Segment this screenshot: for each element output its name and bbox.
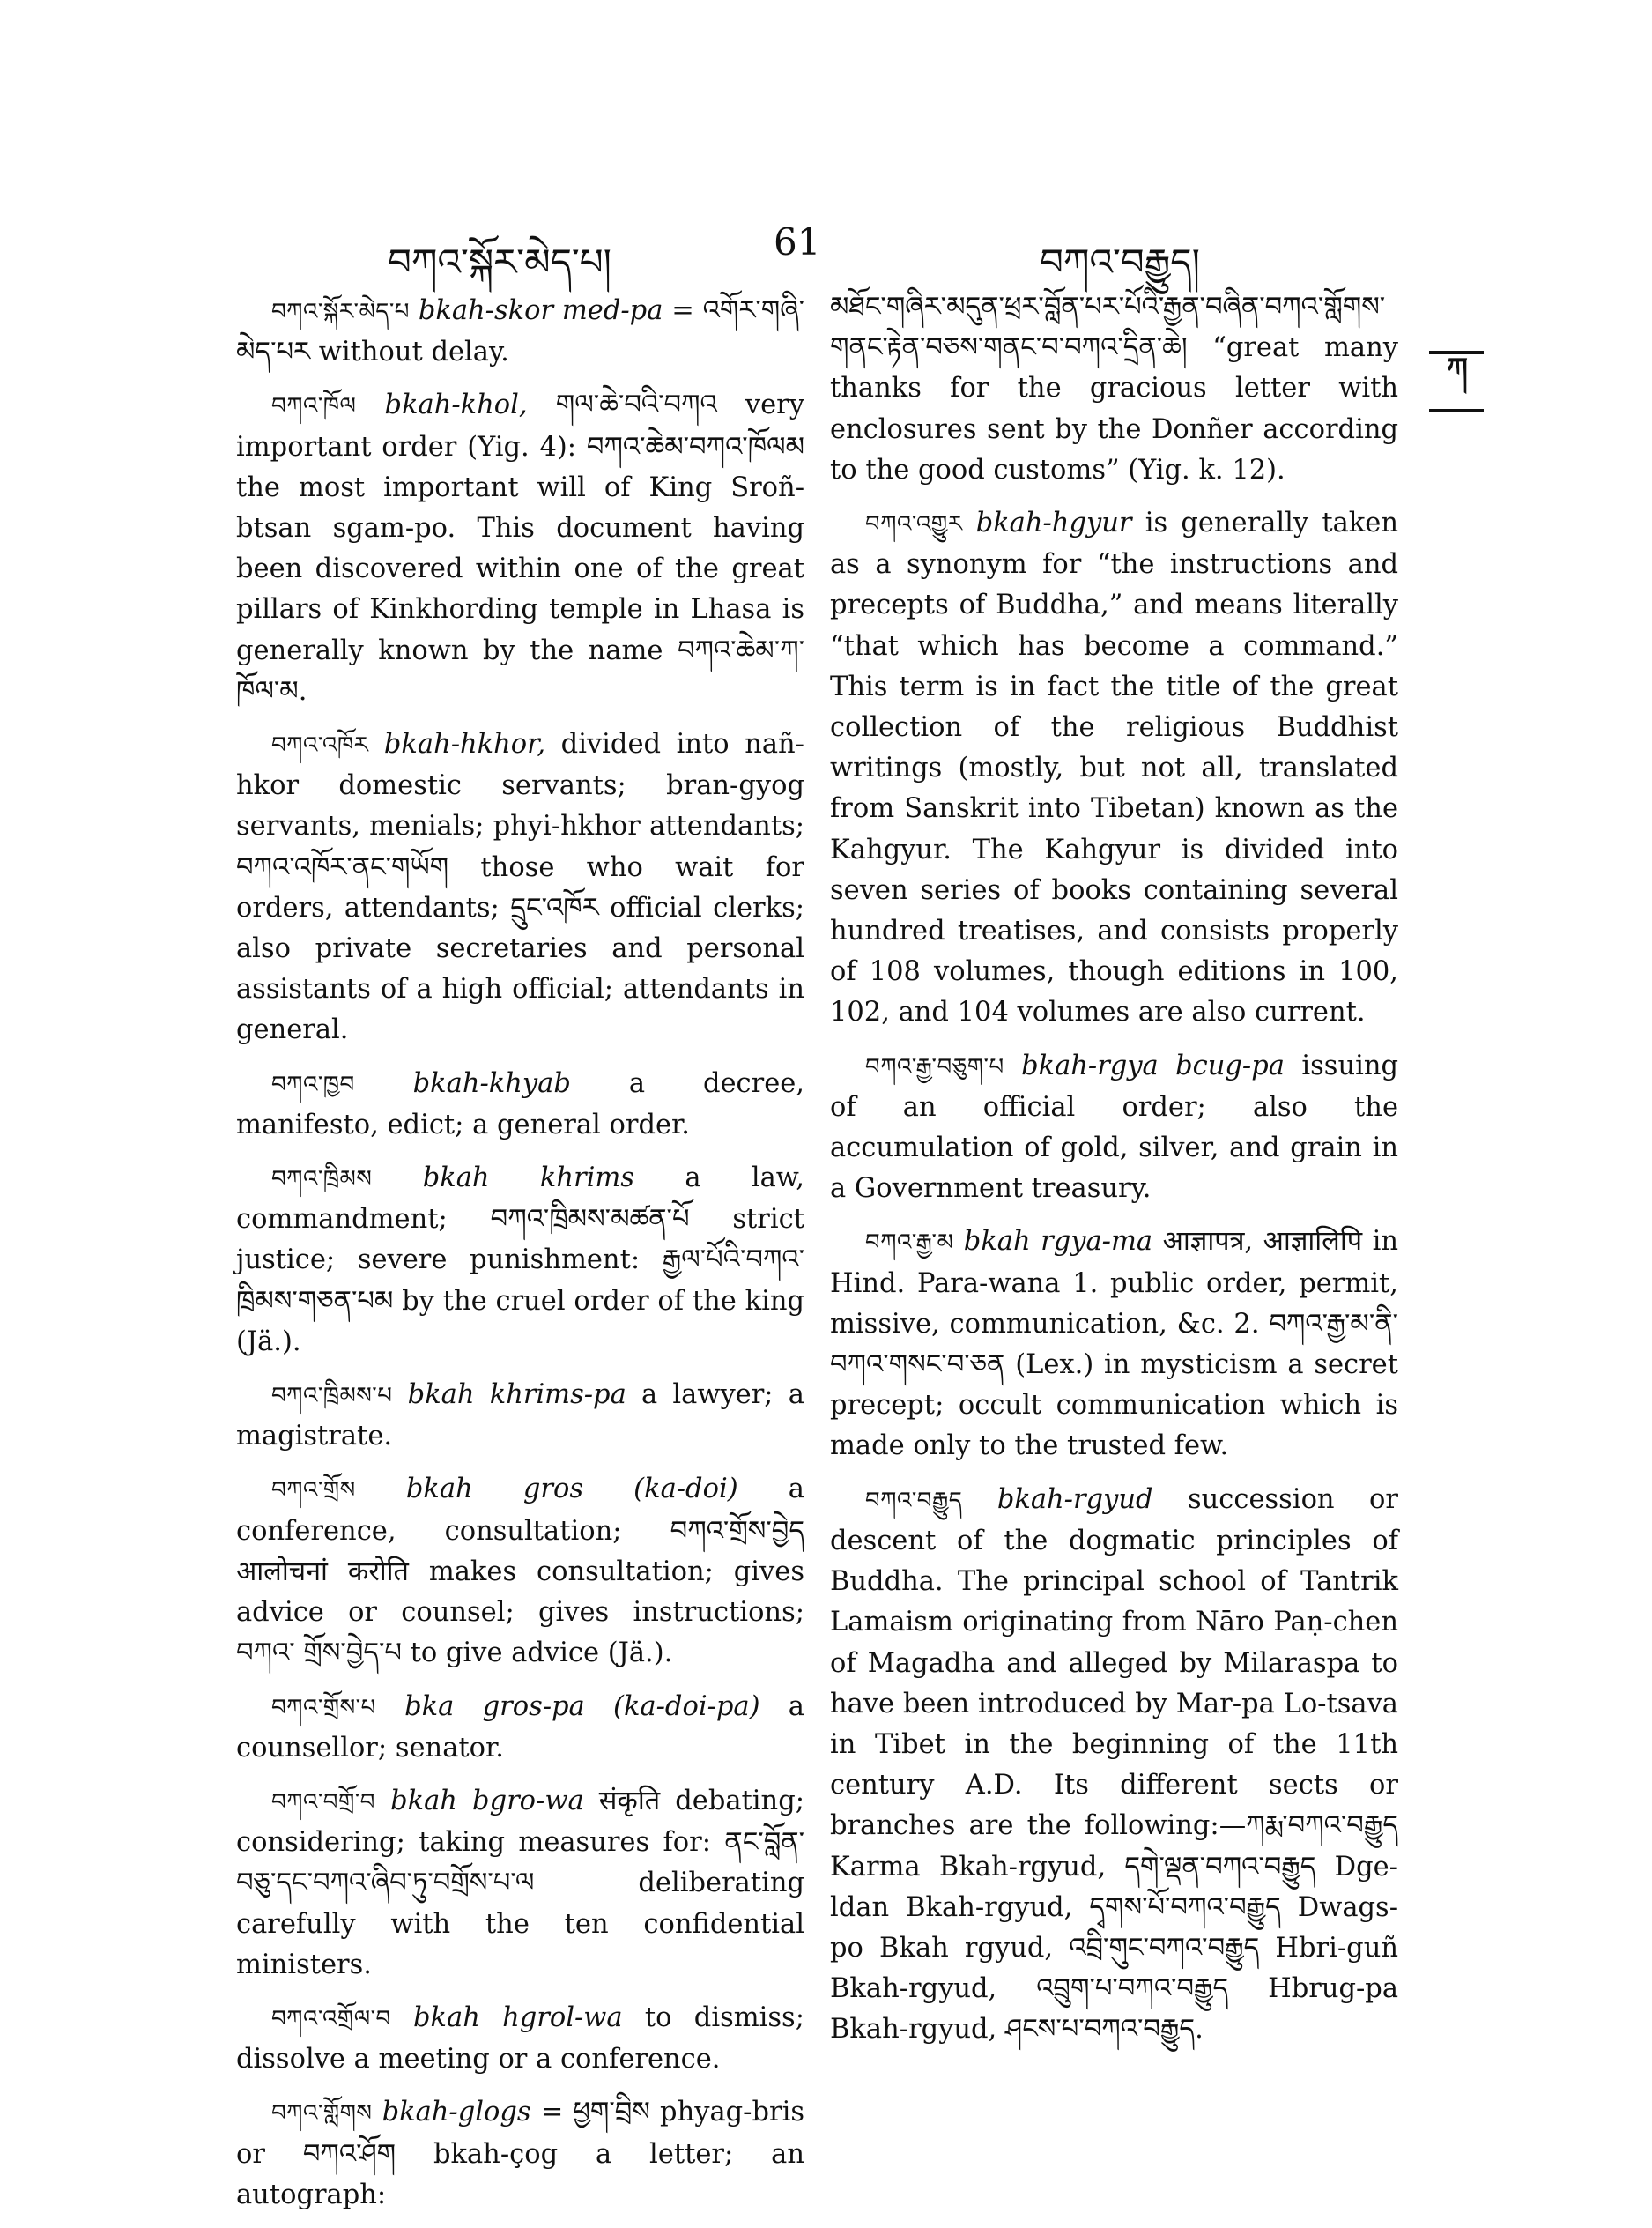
entry-definition: issuing of an official order; also the accumulation of gold, silver, and grain in a Government treasury. — [830, 1050, 1399, 1205]
dictionary-entry — [236, 1469, 804, 1674]
entry-transliteration: bkah gros (ka-doi) — [405, 1474, 738, 1505]
entry-headword: བཀའ་སྐོར་མེད་པ — [271, 299, 410, 325]
dictionary-entry — [236, 1687, 804, 1769]
entry-headword: བཀའ་འགྲོལ་བ — [271, 2005, 391, 2032]
entry-definition: succession or descent of the dogmatic principles of Buddha. The principal school of Tantrik Lamaism originating from Nāro Paṇ-chen of Magadha and alleged by Milaraspa to have been introduced by Mar-pa Lo-tsava in Tibet in the beginning of the 11th century A.D. Its different sects or branches are the following:—ཀརྨ་བཀའ་བརྒྱུད Karma Bkah-rgyud, དགེ་ལྡན་བཀའ་བརྒྱུད Dge-ldan Bkah-rgyud, དྭགས་པོ་བཀའ་བརྒྱུད Dwags-po Bkah rgyud, འབྲི་གུང་བཀའ་བརྒྱུད Hbri-guñ Bkah-rgyud, འབྲུག་པ་བཀའ་བརྒྱུད Hbrug-pa Bkah-rgyud, ཤངས་པ་བཀའ་བརྒྱུད. — [830, 1483, 1399, 2046]
entry-definition: divided into nañ-hkor domestic servants; bran-gyog servants, menials; phyi-hkhor attendants; བཀའ་འཁོར་ནང་གཡོག those who wait for orders, attendants; དྲུང་འཁོར official clerks; also private secretaries and personal assistants of a high official; attendants in general. — [236, 729, 804, 1046]
right-column — [830, 287, 1398, 2063]
entry-definition: མཐོང་གཞིར་མདུན་ཕྲར་བློན་པར་པོའི་རྒྱན་བཞིན་བཀའ་གློགས་གནང་རྟེན་བཅས་གནང་བ་བཀའ་དྲིན་ཆེ། “great many thanks for the gracious letter with enclosures sent by the Donñer according to the good customs” (Yig. k. 12). — [830, 292, 1398, 486]
entry-transliteration: bka gros-pa (ka-doi-pa) — [404, 1690, 760, 1722]
entry-headword: བཀའ་གྲོས — [271, 1477, 356, 1504]
entry-definition: a law, commandment; བཀའ་ཁྲིམས་མཚན་པོ strict justice; severe punishment: རྒྱལ་པོའི་བཀའ་ཁྲིམས་གཅན་པམ by the cruel order of the king (Jä.). — [236, 1162, 804, 1357]
section-marker: ཀ — [1429, 351, 1484, 412]
entry-definition: संकृति debating; considering; taking measures for: ནང་བློན་བཅུ་དང་བཀའ་ཞིབ་ཏུ་བགྲོས་པ་ལ deliberating carefully with the ten confidential ministers. — [236, 1785, 805, 1980]
entry-headword: བཀའ་རྒྱ་བཅུག་པ — [865, 1053, 1004, 1081]
entry-transliteration: bkah rgya-ma — [963, 1226, 1153, 1258]
dictionary-entry — [236, 1998, 804, 2080]
left-column — [236, 291, 804, 2228]
entry-transliteration: bkah khrims — [422, 1162, 634, 1194]
dictionary-entry — [236, 1781, 804, 1986]
entry-definition: is generally taken as a synonym for “the instructions and precepts of Buddha,” and means literally “that which has become a command.” This term is in fact the title of the great collection of the religious Buddhist writings (mostly, but not all, translated from Sanskrit into Tibetan) known as the Kahgyur. The Kahgyur is divided into seven series of books containing several hundred treatises, and consists properly of 108 volumes, though editions in 100, 102, and 104 volumes are also current. — [830, 508, 1398, 1029]
entry-definition: a lawyer; a magistrate. — [236, 1379, 804, 1452]
entry-headword: བཀའ་ཁྲིམས་པ — [271, 1383, 393, 1410]
entry-headword: བཀའ་གློགས — [271, 2100, 373, 2128]
entry-headword: བཀའ་འགྱུར — [865, 511, 963, 538]
running-head-left: བཀའ་སྐོར་མེད་པ། — [388, 241, 611, 284]
dictionary-entry — [236, 1375, 804, 1457]
entry-headword: བཀའ་ཁོལ — [271, 393, 357, 420]
entry-definition: གལ་ཆེ་བའི་བཀའ very important order (Yig. 4): བཀའ་ཆེམ་བཀའ་ཁོལམ the most important will of King Sroñ-btsan sgam-po. This document having been discovered within one of the great pillars of Kinkhording temple in Lhasa is generally known by the name བཀའ་ཆེམ་ཀ་ཁོལ་མ. — [236, 390, 804, 707]
page-number: 61 — [774, 220, 821, 264]
dictionary-entry — [236, 291, 804, 373]
dictionary-entry — [830, 1222, 1398, 1467]
entry-transliteration: bkah-hkhor, — [383, 729, 546, 761]
entry-definition: a conference, consultation; བཀའ་གྲོས་བྱེད आलोचनां करोति makes consultation; gives advice or counsel; gives instructions; བཀའ་ གྲོས་བྱེད་པ to give advice (Jä.). — [236, 1474, 804, 1669]
dictionary-entry-continued — [830, 287, 1398, 491]
dictionary-entry — [830, 1480, 1398, 2051]
entry-headword: བཀའ་ཁྲིམས — [271, 1166, 373, 1193]
entry-transliteration: bkah-khol, — [384, 390, 528, 421]
entry-transliteration: bkah-rgya bcug-pa — [1021, 1050, 1285, 1081]
entry-transliteration: bkah-skor med-pa — [418, 295, 663, 326]
entry-transliteration: bkah khrims-pa — [407, 1379, 626, 1411]
dictionary-entry — [236, 2092, 804, 2216]
entry-headword: བཀའ་རྒྱ་མ — [865, 1229, 954, 1257]
running-head-right: བཀའ་བརྒྱུད། — [1040, 241, 1200, 284]
entry-transliteration: bkah bgro-wa — [390, 1785, 584, 1816]
entry-headword: བཀའ་འཁོར — [271, 732, 369, 760]
dictionary-entry — [236, 1064, 804, 1146]
dictionary-entry — [830, 1046, 1398, 1210]
entry-transliteration: bkah-glogs — [382, 2097, 531, 2128]
entry-transliteration: bkah-hgyur — [975, 508, 1132, 539]
entry-transliteration: bkah-khyab — [412, 1067, 571, 1099]
entry-headword: བཀའ་བརྒྱུད — [865, 1487, 963, 1514]
entry-headword: བཀའ་གྲོས་པ — [271, 1694, 376, 1721]
dictionary-entry — [236, 385, 804, 712]
entry-headword: བཀའ་བགྲོ་བ — [271, 1788, 375, 1816]
dictionary-entry — [236, 1158, 804, 1363]
entry-headword: བཀའ་ཁྱབ — [271, 1071, 355, 1098]
entry-transliteration: bkah hgrol-wa — [413, 2001, 623, 2033]
entry-definition: a decree, manifesto, edict; a general order. — [236, 1067, 804, 1140]
page-header — [238, 220, 1419, 282]
dictionary-entry — [236, 724, 804, 1051]
entry-definition: = ཕྱག་བྲིས phyag-bris or བཀའ་ཤོག bkah-çog a letter; an autograph: — [236, 2097, 804, 2210]
entry-definition: to dismiss; dissolve a meeting or a conference. — [236, 2001, 804, 2076]
dictionary-entry — [830, 503, 1398, 1034]
entry-definition: = འགོར་གཞི་མེད་པར without delay. — [236, 295, 804, 368]
entry-transliteration: bkah-rgyud — [996, 1483, 1153, 1515]
entry-definition: a counsellor; senator. — [236, 1690, 804, 1764]
entry-definition: आज्ञापत्र, आज्ञालिपि in Hind. Para-wana 1. public order, permit, missive, communication, &c. 2. བཀའ་རྒྱ་མ་ནི་བཀའ་གསང་བ་ཅན (Lex.) in mysticism a secret precept; occult communication which is made only to the trusted few. — [830, 1226, 1399, 1462]
